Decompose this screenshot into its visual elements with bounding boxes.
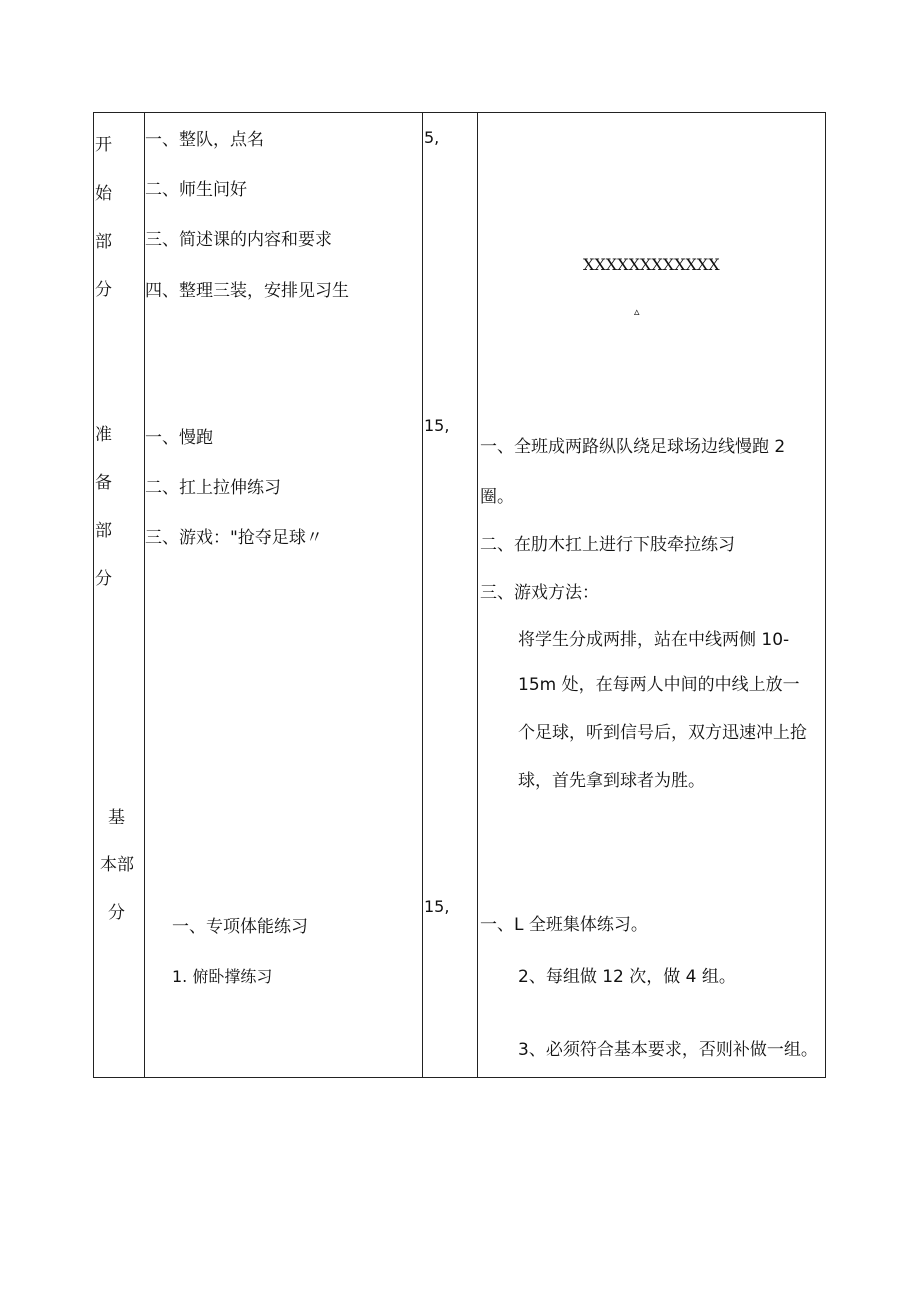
section-prep-char: 部 <box>95 521 112 541</box>
time-basic: 15, <box>424 897 450 916</box>
content-start-item: 二、师生问好 <box>145 180 247 200</box>
organization-prep-line: 球，首先拿到球者为胜。 <box>518 771 705 791</box>
organization-basic-line: 2、每组做 12 次，做 4 组。 <box>518 967 736 987</box>
organization-prep-line: 一、全班成两路纵队绕足球场边线慢跑 2 <box>480 437 786 457</box>
time-start: 5, <box>424 128 440 147</box>
section-basic-line: 本部 <box>100 855 134 875</box>
organization-prep-line: 15m 处，在每两人中间的中线上放一 <box>518 675 800 695</box>
column-divider <box>422 113 423 1077</box>
content-prep-item: 二、扛上拉伸练习 <box>145 478 281 498</box>
organization-prep-line: 个足球，听到信号后，双方迅速冲上抢 <box>518 723 807 743</box>
section-basic-line: 分 <box>108 903 125 923</box>
section-prep-char: 准 <box>95 425 112 445</box>
content-prep-item: 三、游戏："抢夺足球〃 <box>145 528 323 548</box>
organization-basic-line: 3、必须符合基本要求，否则补做一组。 <box>518 1040 818 1060</box>
section-start-char: 分 <box>95 280 112 300</box>
section-prep-char: 备 <box>95 473 112 493</box>
organization-prep-line: 将学生分成两排，站在中线两侧 10- <box>518 630 790 650</box>
content-basic-item: 一、专项体能练习 <box>172 917 308 937</box>
organization-basic-line: 一、L 全班集体练习。 <box>480 915 648 935</box>
content-start-item: 一、整队，点名 <box>145 130 264 150</box>
column-divider <box>144 113 145 1077</box>
time-prep: 15, <box>424 416 450 435</box>
organization-prep-line: 三、游戏方法： <box>480 583 599 603</box>
content-start-item: 四、整理三装，安排见习生 <box>145 281 349 301</box>
section-start-char: 部 <box>95 232 112 252</box>
section-start-char: 始 <box>95 184 112 204</box>
content-start-item: 三、简述课的内容和要求 <box>145 230 332 250</box>
column-divider <box>477 113 478 1077</box>
section-start-char: 开 <box>95 135 112 155</box>
organization-prep-line: 二、在肋木扛上进行下肢牵拉练习 <box>480 535 735 555</box>
content-prep-item: 一、慢跑 <box>145 428 213 448</box>
teacher-triangle-icon: ▵ <box>634 305 640 318</box>
section-prep-char: 分 <box>95 569 112 589</box>
formation-diagram-students: XXXXXXXXXXXX <box>583 255 720 274</box>
organization-prep-line: 圈。 <box>480 487 514 507</box>
content-basic-item: 1. 俯卧撑练习 <box>172 967 273 986</box>
section-basic-line: 基 <box>108 808 125 828</box>
